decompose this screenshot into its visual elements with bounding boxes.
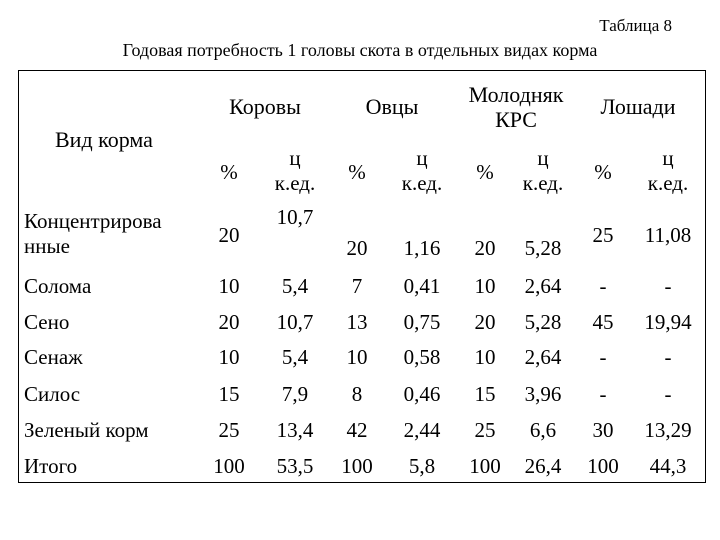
row-label: Силос — [24, 382, 81, 406]
cell-horses-percent: - — [599, 382, 607, 406]
cell-cows-units: 5,4 — [281, 345, 309, 369]
cell-sheep-units: 0,75 — [403, 310, 441, 334]
cell-horses-percent: - — [599, 345, 607, 369]
subheader-percent: % — [220, 160, 238, 184]
cell-cows-percent: 100 — [213, 454, 245, 478]
cell-cows-percent: 20 — [218, 223, 240, 247]
row-label: Сенаж — [24, 345, 83, 369]
cell-horses-percent: 25 — [592, 223, 614, 247]
cell-young-units: 26,4 — [524, 454, 562, 478]
cell-cows-units: 5,4 — [281, 274, 309, 298]
cell-sheep-percent: 20 — [346, 236, 368, 260]
cell-young-units: 5,28 — [524, 236, 562, 260]
header-young-cattle: Молодняк КРС — [468, 82, 564, 133]
header-sheep: Овцы — [365, 94, 419, 119]
subheader-percent: % — [348, 160, 366, 184]
cell-horses-units: - — [664, 345, 672, 369]
cell-cows-percent: 10 — [218, 345, 240, 369]
cell-horses-units: - — [664, 382, 672, 406]
row-label-total: Итого — [24, 454, 78, 478]
cell-cows-percent: 15 — [218, 382, 240, 406]
cell-young-percent: 15 — [474, 382, 496, 406]
cell-young-percent: 20 — [474, 310, 496, 334]
header-horses: Лошади — [600, 94, 676, 119]
cell-cows-units: 13,4 — [276, 418, 314, 442]
cell-horses-units: 11,08 — [644, 223, 692, 247]
cell-young-units: 2,64 — [524, 274, 562, 298]
cell-sheep-percent: 100 — [341, 454, 373, 478]
cell-cows-units: 10,7 — [276, 205, 314, 229]
subheader-units: ц к.ед. — [274, 146, 316, 196]
row-label: Сено — [24, 310, 70, 334]
header-feed-type: Вид корма — [55, 127, 153, 152]
subheader-units: ц к.ед. — [647, 146, 689, 196]
cell-horses-percent: 100 — [587, 454, 619, 478]
cell-young-percent: 10 — [474, 345, 496, 369]
subheader-units: ц к.ед. — [401, 146, 443, 196]
cell-sheep-units: 1,16 — [403, 236, 441, 260]
row-label: Концентрирова нные — [24, 209, 162, 259]
row-label: Солома — [24, 274, 92, 298]
cell-sheep-percent: 8 — [351, 382, 363, 406]
cell-sheep-percent: 13 — [346, 310, 368, 334]
subheader-percent: % — [476, 160, 494, 184]
cell-horses-percent: 30 — [592, 418, 614, 442]
cell-horses-units: 19,94 — [644, 310, 692, 334]
header-cows: Коровы — [229, 94, 301, 119]
subheader-units: ц к.ед. — [522, 146, 564, 196]
subheader-percent: % — [594, 160, 612, 184]
cell-sheep-units: 5,8 — [408, 454, 436, 478]
table-title: Годовая потребность 1 головы скота в отдельных видах корма — [122, 40, 598, 60]
cell-sheep-percent: 42 — [346, 418, 368, 442]
cell-horses-percent: - — [599, 274, 607, 298]
cell-sheep-units: 2,44 — [403, 418, 441, 442]
cell-young-percent: 20 — [474, 236, 496, 260]
cell-sheep-units: 0,41 — [403, 274, 441, 298]
cell-cows-units: 53,5 — [276, 454, 314, 478]
cell-sheep-percent: 7 — [351, 274, 363, 298]
cell-young-percent: 25 — [474, 418, 496, 442]
cell-young-percent: 100 — [469, 454, 501, 478]
table-number: Таблица 8 — [599, 16, 672, 35]
cell-young-units: 2,64 — [524, 345, 562, 369]
cell-cows-percent: 20 — [218, 310, 240, 334]
cell-young-units: 6,6 — [529, 418, 557, 442]
cell-horses-units: - — [664, 274, 672, 298]
cell-young-percent: 10 — [474, 274, 496, 298]
cell-sheep-percent: 10 — [346, 345, 368, 369]
cell-young-units: 3,96 — [524, 382, 562, 406]
cell-cows-percent: 10 — [218, 274, 240, 298]
cell-young-units: 5,28 — [524, 310, 562, 334]
cell-cows-percent: 25 — [218, 418, 240, 442]
cell-horses-units: 44,3 — [649, 454, 687, 478]
cell-sheep-units: 0,46 — [403, 382, 441, 406]
cell-sheep-units: 0,58 — [403, 345, 441, 369]
cell-horses-units: 13,29 — [644, 418, 692, 442]
cell-horses-percent: 45 — [592, 310, 614, 334]
cell-cows-units: 7,9 — [281, 382, 309, 406]
row-label: Зеленый корм — [24, 418, 149, 442]
cell-cows-units: 10,7 — [276, 310, 314, 334]
